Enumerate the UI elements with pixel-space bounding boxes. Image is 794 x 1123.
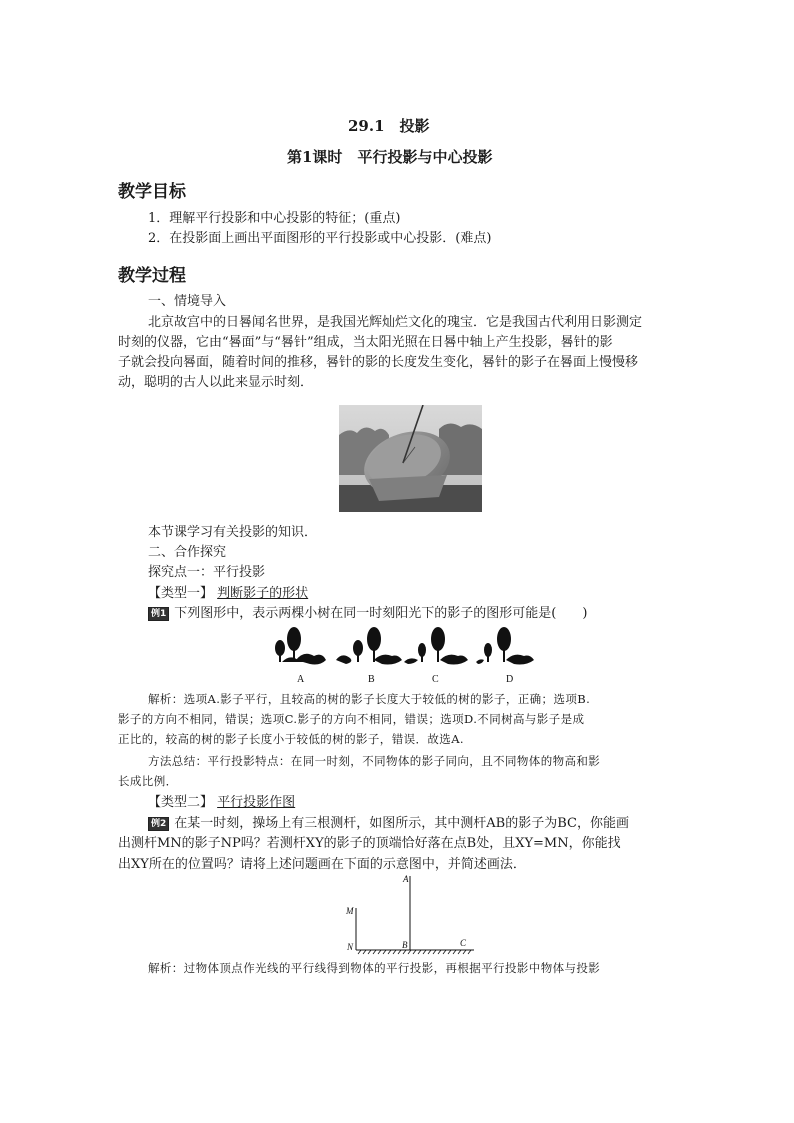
lesson-title: 第1课时 平行投影与中心投影	[287, 148, 493, 166]
tree-shadow-options	[270, 624, 540, 686]
intro-line-3: 子就会投向晷面，随着时间的推移，晷针的影的长度发生变化，晷针的影子在晷面上慢慢移	[118, 355, 639, 370]
example2-question-1: 在某一时刻，操场上有三根测杆，如图所示，其中测杆AB的影子为BC，你能画	[174, 816, 629, 831]
explore-label: 二、合作探究	[148, 545, 227, 560]
example1-question-line	[148, 604, 587, 624]
option-b-figure	[336, 627, 402, 665]
option-d-label: D	[506, 674, 514, 685]
example1-analysis-3: 正比的，较高的树的影子长度小于较低的树的影子，错误．故选A.	[118, 732, 464, 746]
after-photo-text: 本节课学习有关投影的知识．	[148, 525, 318, 540]
type2-title: 平行投影作图	[217, 795, 296, 810]
objectives-heading: 教学目标	[118, 182, 186, 202]
process-heading: 教学过程	[118, 266, 186, 286]
type1-heading	[148, 584, 308, 604]
example2-analysis: 解析：过物体顶点作光线的平行线得到物体的平行投影，再根据平行投影中物体与投影	[148, 961, 601, 975]
objective-item-1: 1．理解平行投影和中心投影的特征；(重点)	[148, 211, 401, 226]
type1-title: 判断影子的形状	[217, 586, 309, 601]
option-a-label: A	[297, 674, 305, 685]
example2-question-2: 出测杆MN的影子NP吗？若测杆XY的影子的顶端恰好落在点B处，且XY=MN，你能找	[118, 836, 621, 851]
type1-label: 【类型一】	[148, 586, 214, 601]
option-d-figure	[476, 627, 534, 665]
option-a-figure	[275, 627, 326, 665]
example2-question-3: 出XY所在的位置吗？请将上述问题画在下面的示意图中，并简述画法．	[118, 857, 526, 872]
option-c-label: C	[432, 674, 439, 685]
label-c: C	[460, 938, 467, 948]
label-m: M	[346, 906, 354, 916]
option-c-figure	[404, 627, 468, 665]
section-title: 29.1 投影	[348, 117, 430, 135]
label-b: B	[402, 940, 408, 950]
example2-question-line-1	[148, 814, 629, 834]
example1-method-2: 长成比例．	[118, 774, 178, 788]
option-b-label: B	[368, 674, 375, 685]
example1-badge: 例1	[148, 607, 169, 621]
type2-heading	[148, 793, 295, 813]
explore-point-1: 探究点一：平行投影	[148, 565, 266, 580]
intro-line-1: 北京故宫中的日晷闻名世界，是我国光辉灿烂文化的瑰宝．它是我国古代利用日影测定	[148, 315, 643, 330]
intro-line-4: 动，聪明的古人以此来显示时刻．	[118, 375, 314, 390]
intro-line-2: 时刻的仪器，它由“晷面”与“晷针”组成，当太阳光照在日晷中轴上产生投影，晷针的影	[118, 335, 613, 350]
example1-analysis-2: 影子的方向不相同，错误；选项C.影子的方向不相同，错误；选项D.不同树高与影子是成	[118, 712, 585, 726]
label-n: N	[347, 942, 354, 952]
intro-label: 一、情境导入	[148, 294, 227, 309]
sundial-photo	[339, 405, 482, 512]
label-a: A	[403, 874, 409, 884]
objective-item-2: 2．在投影面上画出平面图形的平行投影或中心投影．(难点)	[148, 231, 492, 246]
example1-analysis-1: 解析：选项A.影子平行，且较高的树的影子长度大于较低的树的影子，正确；选项B.	[148, 692, 591, 706]
example1-method-1: 方法总结：平行投影特点：在同一时刻，不同物体的影子同向，且不同物体的物高和影	[148, 754, 601, 768]
type2-label: 【类型二】	[148, 795, 214, 810]
poles-diagram	[340, 872, 480, 956]
example1-question: 下列图形中，表示两棵小树在同一时刻阳光下的影子的图形可能是( )	[174, 606, 588, 621]
example2-badge: 例2	[148, 817, 169, 831]
